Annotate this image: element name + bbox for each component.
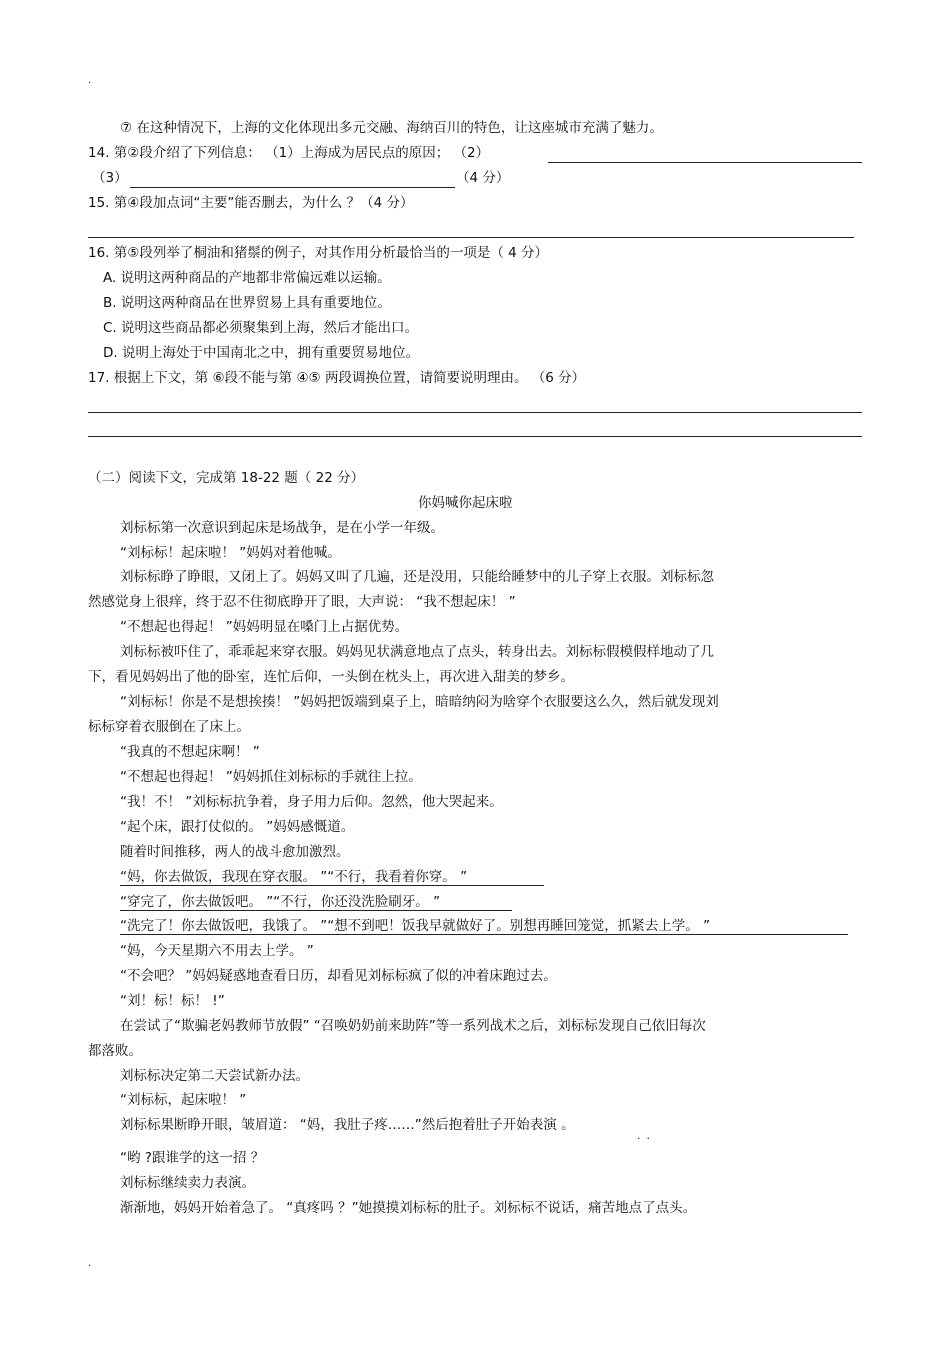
passage-title: 你妈喊你起床啦: [418, 495, 513, 511]
question-16: 16. 第⑤段列举了桐油和猪鬃的例子，对其作用分析最恰当的一项是（ 4 分）: [88, 245, 549, 261]
question-14: 14. 第②段介绍了下列信息： （1）上海成为居民点的原因； （2）: [88, 145, 490, 161]
emphasis-dots: ..: [637, 1129, 656, 1142]
question-14-points: （4 分）: [456, 170, 510, 186]
answer-line-17-b[interactable]: [88, 436, 862, 437]
passage-line: “妈，今天星期六不用去上学。 ”: [120, 943, 314, 959]
passage-line: “我真的不想起床啊！ ”: [120, 744, 260, 760]
answer-line-14-2[interactable]: [548, 162, 862, 163]
answer-line-17-a[interactable]: [88, 412, 862, 413]
paragraph-7: ⑦ 在这种情况下，上海的文化体现出多元交融、海纳百川的特色，让这座城市充满了魅力。: [120, 120, 663, 136]
question-14-item-3: （3）: [92, 170, 128, 186]
passage-line: 标标穿着衣服倒在了床上。: [88, 719, 250, 735]
passage-line: 随着时间推移，两人的战斗愈加激烈。: [120, 844, 350, 860]
underlined-dialogue-2: “穿完了，你去做饭吧。 ”“不行，你还没洗脸刷牙。 ”: [120, 894, 441, 910]
passage-line: 下，看见妈妈出了他的卧室，连忙后仰，一头倒在枕头上，再次进入甜美的梦乡。: [88, 669, 574, 685]
corner-dot-bottom: .: [88, 1258, 92, 1269]
underline-2: [120, 910, 512, 911]
underline-3: [120, 934, 848, 935]
passage-line: “我！不！ ”刘标标抗争着，身子用力后仰。忽然，他大哭起来。: [120, 794, 503, 810]
answer-line-14-3[interactable]: [130, 187, 455, 188]
passage-line: 在尝试了“欺骗老妈教师节放假” “召唤奶奶前来助阵”等一系列战术之后，刘标标发现自己依旧每次: [120, 1018, 706, 1034]
option-c: C. 说明这些商品都必须聚集到上海，然后才能出口。: [103, 320, 419, 336]
passage-line: 刘标标被吓住了，乖乖起来穿衣服。妈妈见状满意地点了点头，转身出去。刘标标假模假样地动了几: [120, 644, 714, 660]
underlined-dialogue-1: “妈，你去做饭，我现在穿衣服。 ”“不行，我看着你穿。 ”: [120, 869, 468, 885]
passage-line: “刘！标！标！ !”: [120, 993, 225, 1009]
passage-line: “哟 ?跟谁学的这一招 ？: [120, 1150, 265, 1166]
corner-dot-top: .: [88, 75, 92, 86]
passage-line: 刘标标第一次意识到起床是场战争，是在小学一年级。: [120, 520, 444, 536]
underlined-dialogue-3: “洗完了！你去做饭吧，我饿了。 ”“想不到吧！饭我早就做好了。别想再睡回笼觉，抓紧去上学。 ”: [120, 918, 711, 934]
question-17: 17. 根据上下文，第 ⑥段不能与第 ④⑤ 两段调换位置，请简要说明理由。 （6 分）: [88, 370, 586, 386]
passage-line: “不想起也得起！ ”妈妈抓住刘标标的手就往上拉。: [120, 769, 422, 785]
passage-line: “刘标标，起床啦！ ”: [120, 1092, 247, 1108]
answer-line-15[interactable]: [88, 237, 854, 238]
option-d: D. 说明上海处于中国南北之中，拥有重要贸易地位。: [103, 345, 419, 361]
section-two-heading: （二）阅读下文，完成第 18-22 题（ 22 分）: [88, 470, 365, 486]
passage-line: 都落败。: [88, 1043, 142, 1059]
passage-line: 刘标标睁了睁眼，又闭上了。妈妈又叫了几遍，还是没用，只能给睡梦中的儿子穿上衣服。刘标标忽: [120, 569, 714, 585]
passage-line: “刘标标！你是不是想挨揍！ ”妈妈把饭端到桌子上，暗暗纳闷为啥穿个衣服要这么久，然后就发现刘: [120, 694, 719, 710]
passage-line: 然感觉身上很痒，终于忍不住彻底睁开了眼，大声说： “我不想起床！ ”: [88, 594, 516, 610]
passage-line: 刘标标果断睁开眼，皱眉道： “妈，我肚子疼……”然后抱着肚子开始表演 。: [120, 1117, 575, 1133]
passage-line: 刘标标继续卖力表演。: [120, 1175, 255, 1191]
passage-line: “刘标标！起床啦！ ”妈妈对着他喊。: [120, 545, 341, 561]
passage-line: 渐渐地，妈妈开始着急了。 “真疼吗 ？”她摸摸刘标标的肚子。刘标标不说话，痛苦地点了点头。: [120, 1200, 697, 1216]
passage-line: 刘标标决定第二天尝试新办法。: [120, 1068, 309, 1084]
option-b: B. 说明这两种商品在世界贸易上具有重要地位。: [103, 295, 391, 311]
passage-line: “不想起也得起！ ”妈妈明显在嗓门上占据优势。: [120, 619, 409, 635]
question-15: 15. 第④段加点词“主要”能否删去，为什么 ？（4 分）: [88, 195, 414, 211]
passage-line: “不会吧？ ”妈妈疑惑地查看日历，却看见刘标标疯了似的冲着床跑过去。: [120, 968, 557, 984]
option-a: A. 说明这两种商品的产地都非常偏远难以运输。: [103, 270, 391, 286]
passage-line: “起个床，跟打仗似的。 ”妈妈感慨道。: [120, 819, 355, 835]
underline-1: [120, 885, 544, 886]
